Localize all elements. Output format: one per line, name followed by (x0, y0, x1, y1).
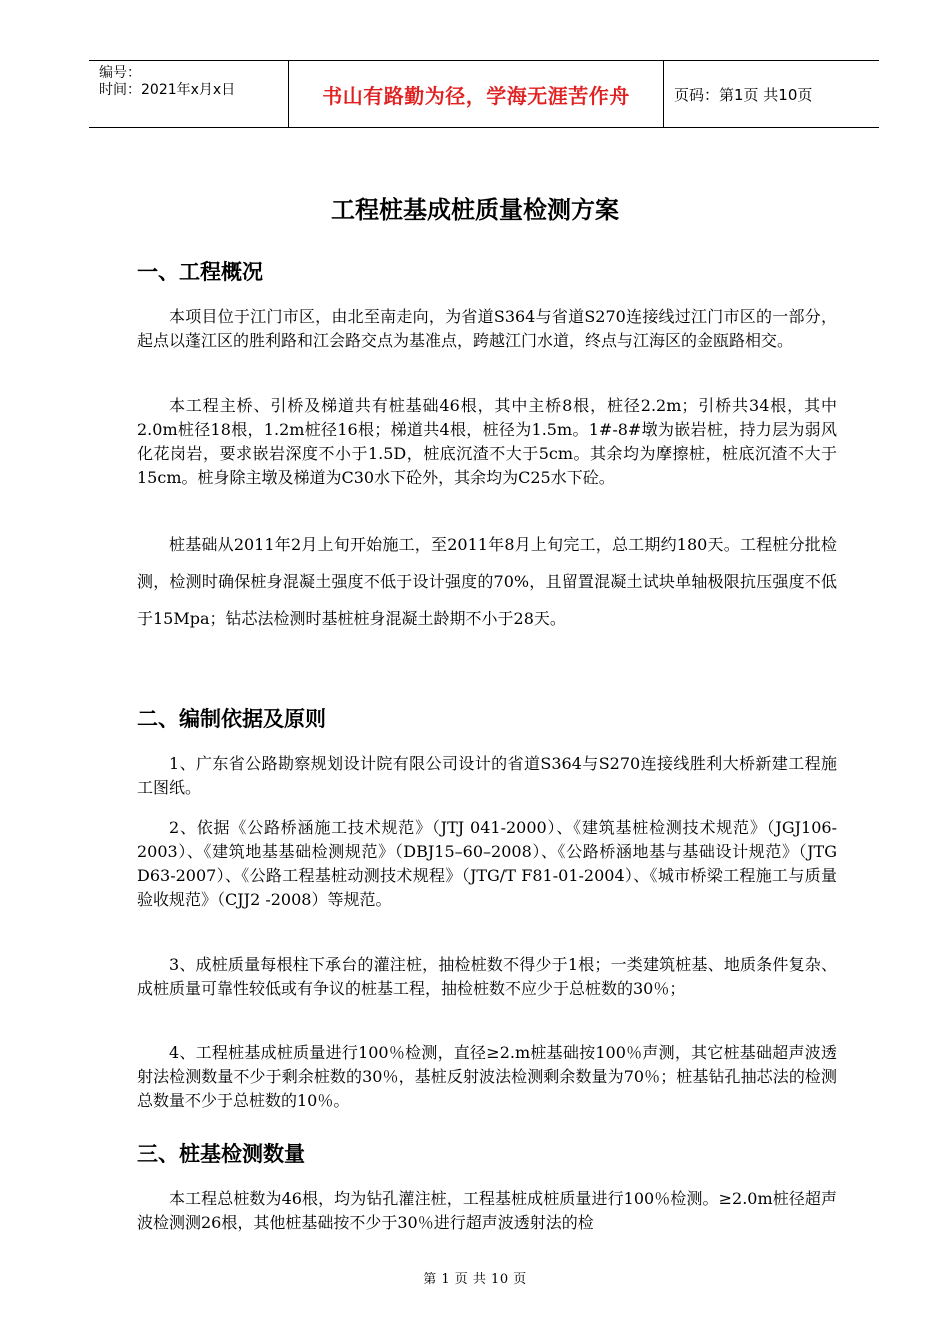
section-heading-quantity: 三、桩基检测数量 (137, 1142, 305, 1166)
page-header (89, 60, 879, 128)
paragraph: 本工程总桩数为46根，均为钻孔灌注桩，工程基桩成桩质量进行100％检测。≥2.0m桩径超声波检测测26根，其他桩基础按不少于30％进行超声波透射法的检 (137, 1189, 837, 1232)
paragraph: 1、广东省公路勘察规划设计院有限公司设计的省道S364与S270连接线胜利大桥新建工程施工图纸。 (137, 754, 837, 797)
paragraph: 本工程主桥、引桥及梯道共有桩基础46根，其中主桥8根，桩径2.2m；引桥共34根，其中2.0m桩径18根，1.2m桩径16根；梯道共4根，桩径为1.5m。1#-8#墩为嵌岩桩，持力层为弱风化花岗岩，要求嵌岩深度不小于1.5D，桩底沉渣不大于5cm。其余均为摩擦桩，桩底沉渣不大于15cm。桩身除主墩及梯道为C30水下砼外，其余均为C25水下砼。 (137, 396, 837, 487)
header-motto: 书山有路勤为径，学海无涯苦作舟 (289, 61, 664, 127)
paragraph: 4、工程桩基成桩质量进行100％检测，直径≥2.m桩基础按100％声测，其它桩基础超声波透射法检测数量不少于剩余桩数的30％，基桩反射波法检测剩余数量为70％；桩基钻孔抽芯法的检测总数量不少于总桩数的10％。 (137, 1043, 837, 1110)
paragraph: 桩基础从2011年2月上旬开始施工，至2011年8月上旬完工，总工期约180天。工程桩分批检测，检测时确保桩身混凝土强度不低于设计强度的70%，且留置混凝土试块单轴极限抗压强度不低于15Mpa；钻芯法检测时基桩桩身混凝土龄期不小于28天。 (137, 535, 837, 628)
paragraph: 3、成桩质量每根柱下承台的灌注桩，抽检桩数不得少于1根；一类建筑桩基、地质条件复杂、成桩质量可靠性较低或有争议的桩基工程，抽检桩数不应少于总桩数的30％； (137, 955, 837, 998)
code-label: 编号： (99, 65, 141, 81)
document-title: 工程桩基成桩质量检测方案 (331, 196, 619, 224)
paragraph: 2、依据《公路桥涵施工技术规范》（JTJ 041-2000）、《建筑基桩检测技术规范》（JGJ106-2003）、《建筑地基基础检测规范》（DBJ15–60–2008）、《公路桥涵地基与基础设计规范》（JTG D63-2007）、《公路工程基桩动测技术规程》（JTG/T F81-01-2004）、《城市桥梁工程施工与质量验收规范》（CJJ2 -2008）等规范。 (137, 818, 837, 909)
header-page-info: 页码：第1页 共10页 (674, 85, 813, 104)
section-heading-basis: 二、编制依据及原则 (137, 707, 326, 731)
paragraph: 本项目位于江门市区，由北至南走向，为省道S364与省道S270连接线过江门市区的一部分，起点以蓬江区的胜利路和江会路交点为基准点，跨越江门水道，终点与江海区的金瓯路相交。 (137, 307, 837, 350)
page-footer: 第 1 页 共 10 页 (423, 1272, 527, 1287)
time-label: 时间：2021年x月x日 (99, 82, 236, 98)
section-heading-overview: 一、工程概况 (137, 260, 263, 284)
header-meta (89, 61, 289, 127)
